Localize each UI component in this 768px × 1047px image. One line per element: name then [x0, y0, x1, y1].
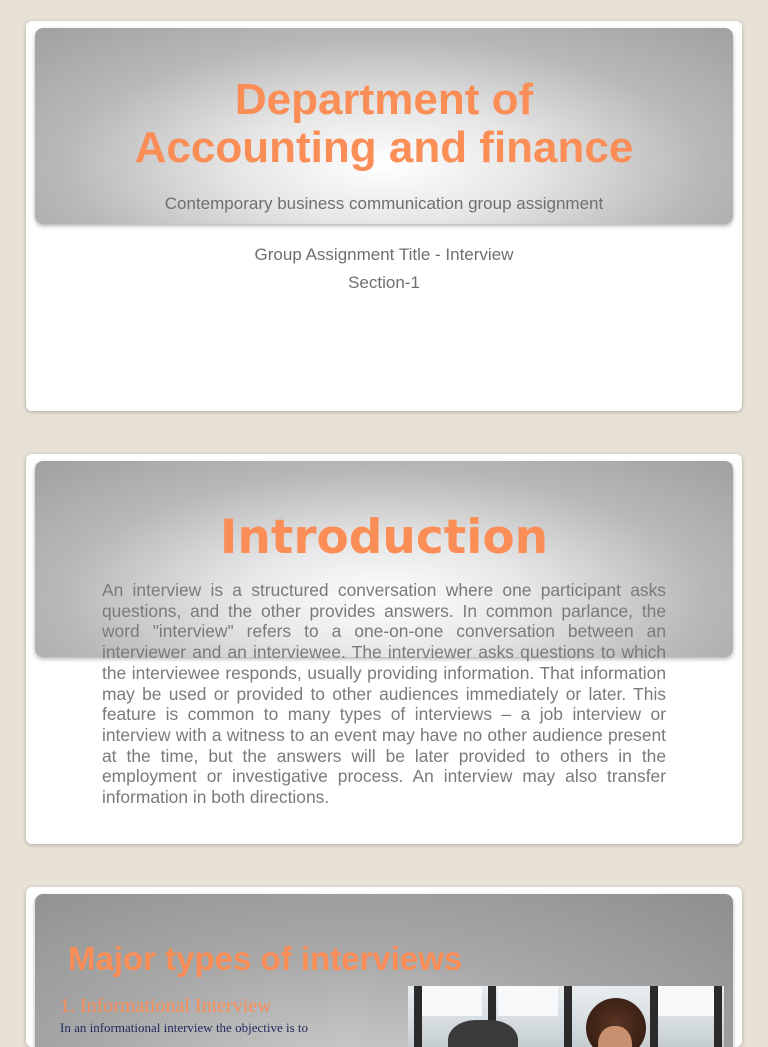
title-line-2: Accounting and finance: [134, 123, 634, 172]
window-frame: [564, 986, 572, 1047]
intro-title: Introduction: [219, 510, 549, 565]
informational-interview-body: In an informational interview the objective is to: [60, 1020, 309, 1035]
interview-photo: [408, 986, 724, 1047]
assignment-title: Group Assignment Title - Interview: [254, 245, 514, 264]
slide-title: [35, 76, 733, 172]
intro-body: An interview is a structured conversation where one participant asks questions, and the other provides answers. In common parlance, the word "interview" refers to a one-on-one conversation between an interviewer and an interviewee. The interviewer asks questions to which the interviewee responds, usually providing information. That information may be used or provided to other audiences immediately or later. This feature is common to many types of interviews – a job interview or interview with a witness to an event may have no other audience present at the time, but the answers will be later provided to others in the employment or investigative process. An interview may also transfer information in both directions.: [102, 580, 666, 808]
window-frame: [714, 986, 722, 1047]
slide-subtitle: Contemporary business communication group assignment: [164, 194, 604, 213]
window-pane: [498, 986, 558, 1016]
informational-interview-heading: 1. Informational Interview: [60, 995, 272, 1017]
window-pane: [658, 986, 718, 1016]
window-pane: [422, 986, 482, 1016]
window-frame: [650, 986, 658, 1047]
person-silhouette: [448, 1020, 518, 1047]
types-title: Major types of interviews: [68, 940, 463, 977]
window-frame: [414, 986, 422, 1047]
interview-types-slide[interactable]: [26, 887, 742, 1047]
title-banner: [35, 28, 733, 224]
section-label: Section-1: [348, 273, 420, 292]
introduction-slide[interactable]: [26, 454, 742, 844]
types-banner: [35, 894, 733, 1047]
title-line-1: Department of: [234, 75, 534, 124]
title-slide[interactable]: [26, 21, 742, 411]
